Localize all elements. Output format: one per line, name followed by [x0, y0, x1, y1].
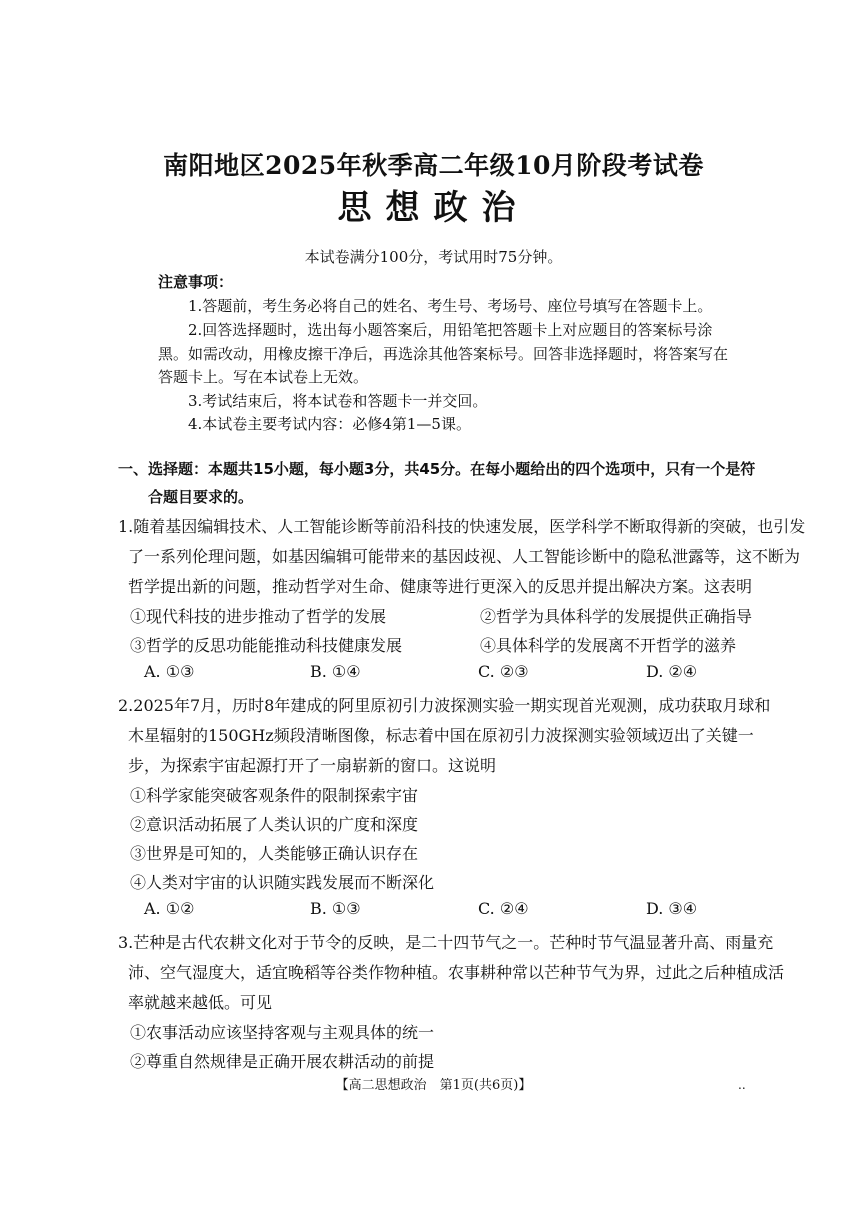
notice-line: 2.回答选择题时，选出每小题答案后，用铅笔把答题卡上对应题目的答案标号涂	[188, 321, 713, 339]
subject-title: 思想政治	[337, 188, 530, 228]
question-2-item: ②意识活动拓展了人类认识的广度和深度	[130, 815, 419, 834]
question-3-item: ①农事活动应该坚持客观与主观具体的统一	[130, 1023, 435, 1042]
exam-meta: 本试卷满分100分，考试用时75分钟。	[304, 248, 563, 266]
question-2-item: ④人类对宇宙的认识随实践发展而不断深化	[130, 873, 435, 892]
section-heading: 一、选择题：本题共15小题，每小题3分，共45分。在每小题给出的四个选项中，只有一个是符	[118, 460, 756, 478]
question-1-choice-b: B. ①④	[310, 662, 361, 681]
notice-line: 4.本试卷主要考试内容：必修4第1—5课。	[188, 415, 471, 433]
notice-line: 1.答题前，考生务必将自己的姓名、考生号、考场号、座位号填写在答题卡上。	[188, 297, 713, 315]
question-1-item: ②哲学为具体科学的发展提供正确指导	[480, 607, 753, 626]
question-2-stem: 步，为探索宇宙起源打开了一扇崭新的窗口。这说明	[128, 756, 497, 775]
exam-title: 南阳地区2025年秋季高二年级10月阶段考试卷	[163, 151, 704, 180]
question-3-stem: 率就越来越低。可见	[128, 993, 273, 1012]
section-heading-cont: 合题目要求的。	[148, 488, 254, 506]
question-2-stem: 2.2025年7月，历时8年建成的阿里原初引力波探测实验一期实现首光观测，成功获取月球和	[118, 696, 771, 715]
question-2-stem: 木星辐射的150GHz频段清晰图像，标志着中国在原初引力波探测实验领域迈出了关键一	[128, 726, 754, 745]
notice-line: 3.考试结束后，将本试卷和答题卡一并交回。	[188, 392, 488, 410]
question-1-item: ④具体科学的发展离不开哲学的滋养	[480, 636, 737, 655]
question-1-choice-a: A. ①③	[144, 662, 195, 681]
question-2-choice-c: C. ②④	[478, 899, 529, 918]
question-2-choice-a: A. ①②	[144, 899, 195, 918]
question-1-stem: 1.随着基因编辑技术、人工智能诊断等前沿科技的快速发展，医学科学不断取得新的突破，也引发	[118, 517, 806, 536]
notice-line: 黑。如需改动，用橡皮擦干净后，再选涂其他答案标号。回答非选择题时，将答案写在	[158, 345, 729, 363]
footer-mark: ..	[738, 1078, 746, 1092]
question-2-item: ③世界是可知的，人类能够正确认识存在	[130, 844, 419, 863]
question-2-choice-d: D. ③④	[646, 899, 698, 918]
question-1-choice-d: D. ②④	[646, 662, 698, 681]
notice-heading: 注意事项：	[158, 273, 234, 291]
question-1-item: ③哲学的反思功能能推动科技健康发展	[130, 636, 403, 655]
page-footer: 【高二思想政治 第1页(共6页)】	[335, 1078, 532, 1093]
question-3-stem: 3.芒种是古代农耕文化对于节令的反映，是二十四节气之一。芒种时节气温显著升高、雨量充	[118, 933, 774, 952]
question-1-stem: 哲学提出新的问题，推动哲学对生命、健康等进行更深入的反思并提出解决方案。这表明	[128, 577, 753, 596]
question-2-choice-b: B. ①③	[310, 899, 361, 918]
question-2-item: ①科学家能突破客观条件的限制探索宇宙	[130, 786, 419, 805]
notice-line: 答题卡上。写在本试卷上无效。	[158, 368, 369, 386]
question-1-item: ①现代科技的进步推动了哲学的发展	[130, 607, 387, 626]
question-3-item: ②尊重自然规律是正确开展农耕活动的前提	[130, 1052, 435, 1071]
question-1-stem: 了一系列伦理问题，如基因编辑可能带来的基因歧视、人工智能诊断中的隐私泄露等，这不断为	[128, 547, 801, 566]
question-3-stem: 沛、空气湿度大，适宜晚稻等谷类作物种植。农事耕种常以芒种节气为界，过此之后种植成活	[128, 963, 785, 982]
question-1-choice-c: C. ②③	[478, 662, 529, 681]
